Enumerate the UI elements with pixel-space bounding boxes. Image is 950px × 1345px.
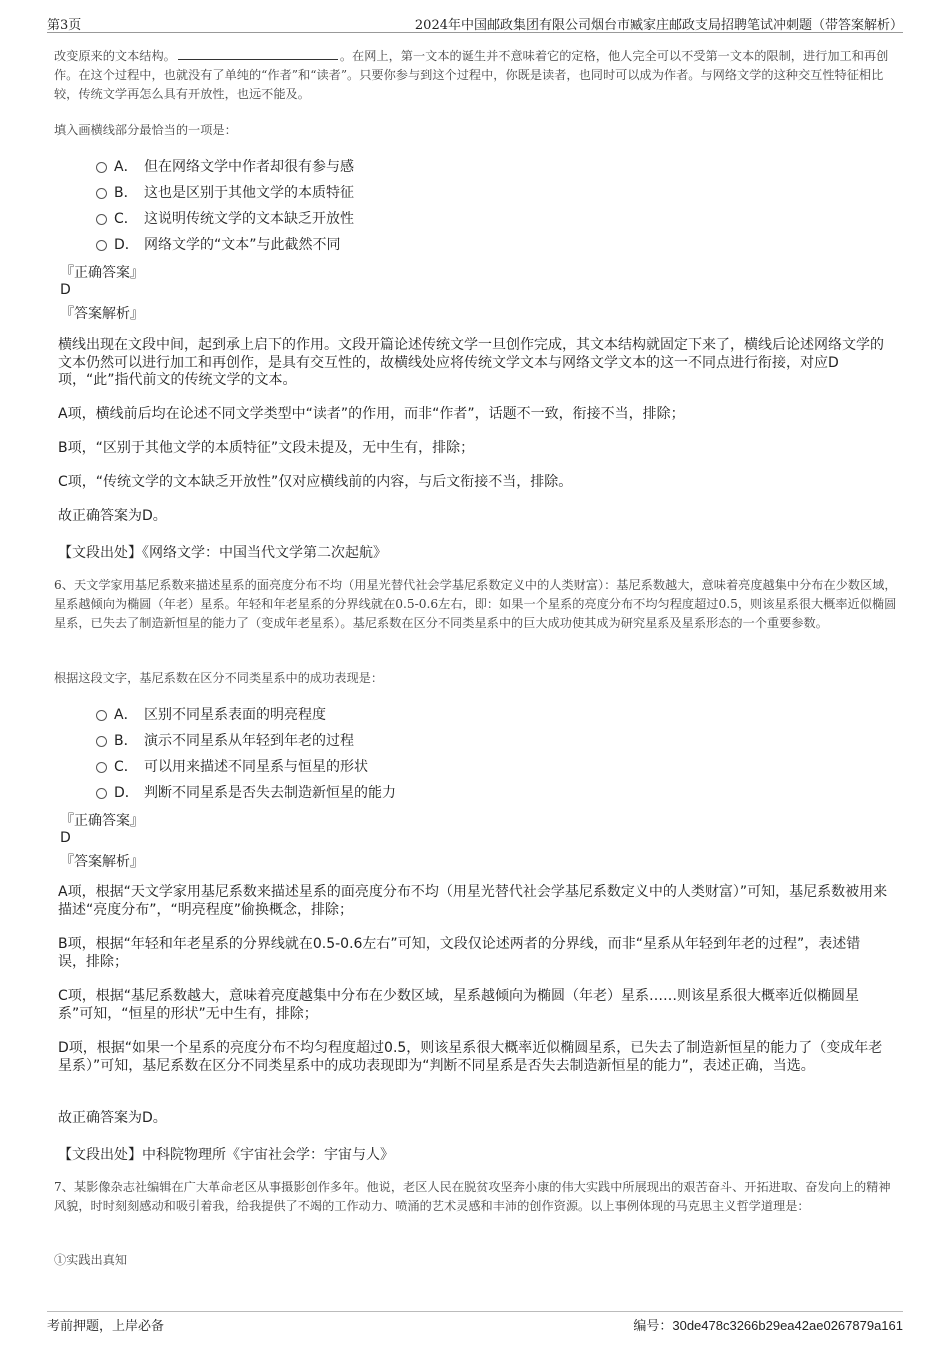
option-letter: A． — [114, 159, 138, 175]
footer-code — [633, 1315, 903, 1334]
page-footer — [47, 1311, 903, 1334]
q5-passage-after: 。在网上，第一文本的诞生并不意味着它的定格，他人完全可以不受第一文本的限制，进行加工和再创作。在这个过程中，也就没有了单纯的“作者”和“读者”。只要你参与到这个过程中，你既是读者，也同时可以成为作者。与网络文学的这种交互性特征相比较，传统文学再怎么具有开放性，也远不能及。 — [54, 49, 889, 101]
q6-conclusion: 故正确答案为D。 — [58, 1110, 167, 1126]
q5-option-d[interactable] — [96, 233, 796, 259]
radio-icon[interactable] — [96, 240, 107, 251]
option-text: 区别不同星系表面的明亮程度 — [144, 707, 326, 723]
q5-conclusion: 故正确答案为D。 — [58, 508, 167, 524]
q6-answer-label: 『正确答案』 — [60, 813, 144, 829]
radio-icon[interactable] — [96, 162, 107, 173]
q5-analysis-c: C项，“传统文学的文本缺乏开放性”仅对应横线前的内容，与后文衔接不当，排除。 — [58, 474, 573, 490]
q6-option-a[interactable] — [96, 703, 796, 729]
q5-passage-before: 改变原来的文本结构。 — [54, 49, 176, 63]
q6-option-b[interactable] — [96, 729, 796, 755]
q5-answer: D — [60, 282, 71, 298]
q6-prompt: 根据这段文字，基尼系数在区分不同类星系中的成功表现是： — [54, 671, 384, 685]
option-letter: B． — [114, 733, 138, 749]
footer-code-value: 30de478c3266b29ea42ae0267879a161 — [672, 1318, 903, 1333]
q6-answer: D — [60, 830, 71, 846]
option-text: 网络文学的“文本”与此截然不同 — [144, 237, 341, 253]
option-letter: B． — [114, 185, 138, 201]
radio-icon[interactable] — [96, 188, 107, 199]
q5-blank-line — [178, 47, 338, 60]
page-number: 第3页 — [47, 18, 82, 33]
option-text: 这也是区别于其他文学的本质特征 — [144, 185, 354, 201]
option-letter: D． — [114, 237, 139, 253]
option-text: 这说明传统文学的文本缺乏开放性 — [144, 211, 354, 227]
radio-icon[interactable] — [96, 788, 107, 799]
q6-analysis-d: D项，根据“如果一个星系的亮度分布不均匀程度超过0.5，则该星系很大概率近似椭圆星系，已失去了制造新恒星的能力了（变成年老星系）”可知，基尼系数在区分不同类星系中的成功表现即为“判断不同星系是否失去制造新恒星的能力”，表述正确，当选。 — [58, 1040, 883, 1074]
q6-options — [96, 703, 796, 807]
q6-analysis-label: 『答案解析』 — [60, 854, 144, 870]
footer-slogan: 考前押题，上岸必备 — [47, 1319, 165, 1334]
option-letter: C． — [114, 759, 138, 775]
q5-option-a[interactable] — [96, 155, 796, 181]
q5-answer-label: 『正确答案』 — [60, 265, 144, 281]
q6-analysis-c: C项，根据“基尼系数越大，意味着亮度越集中分布在少数区域，星系越倾向为椭圆（年老）星系……则该星系很大概率近似椭圆星系”可知，“恒星的形状”无中生有，排除； — [58, 988, 860, 1022]
q5-analysis-label: 『答案解析』 — [60, 306, 144, 322]
q6-analysis-a: A项，根据“天文学家用基尼系数来描述星系的面亮度分布不均（用星光替代社会学基尼系数定义中的人类财富）”可知，基尼系数被用来描述“亮度分布”，“明亮程度”偷换概念，排除； — [58, 884, 888, 918]
option-letter: A． — [114, 707, 138, 723]
q6-stem: 6、天文学家用基尼系数来描述星系的面亮度分布不均（用星光替代社会学基尼系数定义中的人类财富）：基尼系数越大，意味着亮度越集中分布在少数区域，星系越倾向为椭圆（年老）星系。年轻和年老星系的分界线就在0.5-0.6左右，即：如果一个星系的亮度分布不均匀程度超过0.5，则该星系很大概率近似椭圆星系，已失去了制造新恒星的能力了（变成年老星系）。基尼系数在区分不同类星系中的巨大成功使其成为研究星系及星系形态的一个重要参数。 — [54, 578, 897, 630]
q7-item-1: ①实践出真知 — [54, 1253, 128, 1267]
radio-icon[interactable] — [96, 736, 107, 747]
q5-passage — [54, 47, 899, 104]
option-text: 可以用来描述不同星系与恒星的形状 — [144, 759, 368, 775]
q6-option-c[interactable] — [96, 755, 796, 781]
q5-options — [96, 155, 796, 259]
q5-option-c[interactable] — [96, 207, 796, 233]
radio-icon[interactable] — [96, 710, 107, 721]
q6-option-d[interactable] — [96, 781, 796, 807]
footer-code-label: 编号： — [633, 1319, 673, 1334]
q5-prompt: 填入画横线部分最恰当的一项是： — [54, 123, 237, 137]
q5-analysis-a: A项，横线前后均在论述不同文学类型中“读者”的作用，而非“作者”，话题不一致，衔接不当，排除； — [58, 406, 685, 422]
option-text: 但在网络文学中作者却很有参与感 — [144, 159, 354, 175]
q5-analysis-b: B项，“区别于其他文学的本质特征”文段未提及，无中生有，排除； — [58, 440, 475, 456]
q5-source: 【文段出处】《网络文学：中国当代文学第二次起航》 — [58, 545, 387, 561]
q5-option-b[interactable] — [96, 181, 796, 207]
q5-analysis-main: 横线出现在文段中间，起到承上启下的作用。文段开篇论述传统文学一旦创作完成，其文本结构就固定下来了，横线后论述网络文学的文本仍然可以进行加工和再创作，是具有交互性的，故横线处应将传统文学文本与网络文学文本的这一不同点进行衔接，对应D项，“此”指代前文的传统文学的文本。 — [58, 337, 884, 388]
option-text: 演示不同星系从年轻到年老的过程 — [144, 733, 354, 749]
document-title: 2024年中国邮政集团有限公司烟台市臧家庄邮政支局招聘笔试冲刺题（带答案解析） — [414, 18, 903, 33]
option-letter: D． — [114, 785, 139, 801]
page-header — [47, 12, 903, 33]
q6-analysis-b: B项，根据“年轻和年老星系的分界线就在0.5-0.6左右”可知，文段仅论述两者的分界线，而非“星系从年轻到年老的过程”，表述错误，排除； — [58, 936, 861, 970]
q6-source: 【文段出处】中科院物理所《宇宙社会学：宇宙与人》 — [58, 1147, 394, 1163]
q7-stem: 7、某影像杂志社编辑在广大革命老区从事摄影创作多年。他说，老区人民在脱贫攻坚奔小康的伟大实践中所展现出的艰苦奋斗、开拓进取、奋发向上的精神风貌，时时刻刻感动和吸引着我，给我提供了不竭的工作动力、喷涌的艺术灵感和丰沛的创作资源。以上事例体现的马克思主义哲学道理是： — [54, 1180, 891, 1213]
radio-icon[interactable] — [96, 762, 107, 773]
option-text: 判断不同星系是否失去制造新恒星的能力 — [144, 785, 396, 801]
radio-icon[interactable] — [96, 214, 107, 225]
option-letter: C． — [114, 211, 138, 227]
